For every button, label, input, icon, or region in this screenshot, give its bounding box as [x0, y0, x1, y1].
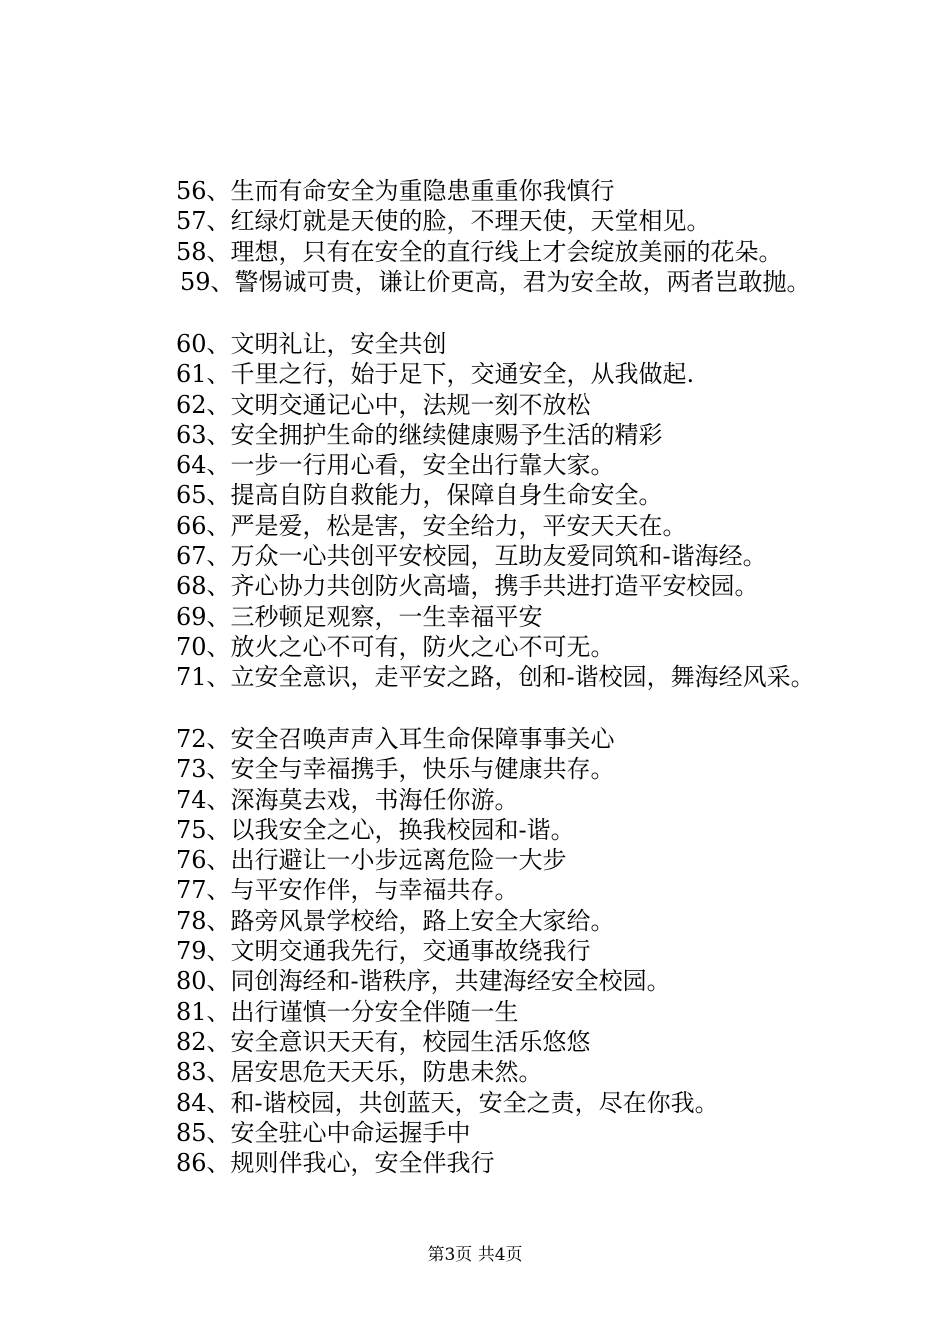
slogan-line: 57、红绿灯就是天使的脸，不理天使，天堂相见。 [176, 207, 711, 236]
slogan-line: 85、安全驻心中命运握手中 [176, 1118, 471, 1147]
slogan-line: 70、放火之心不可有，防火之心不可无。 [176, 632, 615, 661]
slogan-line: 59、警惕诚可贵，谦让价更高，君为安全故，两者岂敢抛。 [180, 267, 811, 296]
slogan-line: 65、提高自防自救能力，保障自身生命安全。 [176, 481, 663, 510]
slogan-line: 64、一步一行用心看，安全出行靠大家。 [176, 451, 615, 480]
slogan-line: 60、文明礼让，安全共创 [176, 330, 447, 358]
slogan-line: 74、深海莫去戏，书海任你游。 [176, 785, 519, 814]
slogan-line: 72、安全召唤声声入耳生命保障事事关心 [176, 725, 615, 753]
slogan-line: 56、生而有命安全为重隐患重重你我慎行 [176, 177, 615, 205]
slogan-group-2 [176, 329, 916, 693]
slogan-line: 82、安全意识天天有，校园生活乐悠悠 [176, 1027, 591, 1056]
slogan-line: 81、出行谨慎一分安全伴随一生 [176, 997, 519, 1026]
slogan-line: 71、立安全意识，走平安之路，创和-谐校园，舞海经风采。 [176, 663, 815, 692]
slogan-line: 61、千里之行，始于足下，交通安全，从我做起. [176, 360, 695, 389]
slogan-line: 58、理想，只有在安全的直行线上才会绽放美丽的花朵。 [176, 237, 783, 266]
slogan-line: 79、文明交通我先行，交通事故绕我行 [176, 937, 591, 966]
slogan-line: 75、以我安全之心，换我校园和-谐。 [176, 815, 575, 844]
page-footer: 第3页 共4页 [427, 1245, 523, 1265]
slogan-line: 68、齐心协力共创防火高墙，携手共进打造平安校园。 [176, 572, 759, 601]
slogan-line: 67、万众一心共创平安校园，互助友爱同筑和-谐海经。 [176, 542, 767, 571]
slogan-line: 69、三秒顿足观察，一生幸福平安 [176, 602, 543, 631]
slogan-line: 62、文明交通记心中，法规一刻不放松 [176, 390, 591, 419]
slogan-group-1 [176, 176, 916, 297]
slogan-line: 73、安全与幸福携手，快乐与健康共存。 [176, 755, 615, 784]
slogan-line: 80、同创海经和-谐秩序，共建海经安全校园。 [176, 967, 671, 996]
slogan-group-3 [176, 724, 916, 1178]
slogan-line: 86、规则伴我心，安全伴我行 [176, 1149, 495, 1178]
slogan-line: 78、路旁风景学校给，路上安全大家给。 [176, 906, 615, 935]
slogan-line: 83、居安思危天天乐，防患未然。 [176, 1058, 543, 1087]
slogan-line: 77、与平安作伴，与幸福共存。 [176, 876, 519, 905]
slogan-line: 76、出行避让一小步远离危险一大步 [176, 846, 567, 875]
slogan-line: 63、安全拥护生命的继续健康赐予生活的精彩 [176, 420, 663, 449]
slogan-line: 66、严是爱，松是害，安全给力，平安天天在。 [176, 511, 687, 540]
slogan-line: 84、和-谐校园，共创蓝天，安全之责，尽在你我。 [176, 1088, 719, 1117]
